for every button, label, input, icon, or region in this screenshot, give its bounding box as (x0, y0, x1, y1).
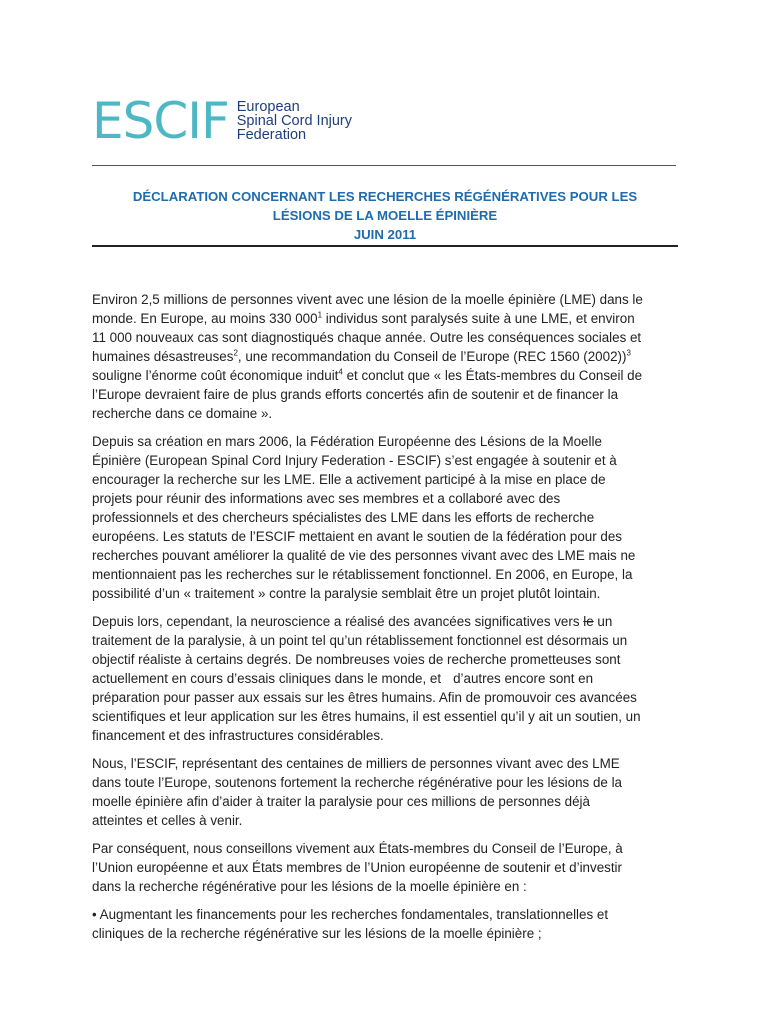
text-line: recherche dans ce domaine ». (92, 406, 273, 421)
paragraph-4 (92, 754, 682, 830)
logo-line-1: European (236, 99, 300, 115)
text-line: traitement de la paralysie, à un point tel qu’un rétablissement fonctionnel est désormais un (92, 633, 628, 648)
text-line: Depuis sa création en mars 2006, la Fédération Européenne des Lésions de la Moelle (92, 434, 602, 449)
text-line: monde. En Europe, au moins 330 $000^1$ individus sont paralysés suite à une LME, et environ (92, 310, 635, 326)
text-line: Depuis lors, cependant, la neuroscience a réalisé des avancées significatives vers le un (92, 614, 613, 629)
text-line: l’Europe devraient faire de plus grands efforts concertés afin de soutenir et de financer la (92, 387, 619, 402)
paragraph-3 (92, 612, 682, 745)
text-line: l’Union européenne et aux États membres de l’Union européenne de soutenir et d’investir (92, 860, 622, 875)
text-line: Épinière (European Spinal Cord Injury Federation - ESCIF) s’est engagée à soutenir et à (92, 453, 617, 468)
text-line: dans la recherche régénérative pour les lésions de la moelle épinière en : (92, 879, 527, 894)
text-line: européens. Les statuts de l’ESCIF mettaient en avant le soutien de la fédération pour des (92, 529, 623, 544)
text-line: cliniques de la recherche régénérative sur les lésions de la moelle épinière ; (92, 926, 542, 941)
header-divider (92, 165, 676, 166)
paragraph-5 (92, 839, 682, 896)
text-line: financement et des infrastructures considérables. (92, 728, 384, 743)
title-divider (92, 245, 678, 247)
text-line: encourager la recherche sur les LME. Elle a activement participé à la mise en place de (92, 472, 606, 487)
text-line: Environ 2,5 millions de personnes vivent avec une lésion de la moelle épinière (LME) dans le (92, 292, 643, 307)
text-line: Par conséquent, nous conseillons vivement aux États-membres du Conseil de l’Europe, à (92, 841, 623, 856)
title-line-3: JUIN 2011 (353, 227, 417, 242)
text-line: scientifiques et leur application sur les êtres humains, il est essentiel qu’il y ait un soutien, un (92, 709, 641, 724)
document-body (92, 290, 682, 952)
footnote-ref: 2 (233, 348, 238, 358)
struck-word: le (583, 614, 594, 629)
footnote-ref: 3 (626, 348, 631, 358)
text-line: • Augmentant les financements pour les recherches fondamentales, translationnelles et (92, 907, 609, 922)
footnote-ref: 4 (338, 367, 343, 377)
escif-logo (92, 92, 352, 150)
text-line: préparation pour passer aux essais sur les êtres humains. Afin de promouvoir ces avancées (92, 690, 637, 705)
logo-line-2: Spinal Cord Injury (236, 113, 352, 129)
text-line: dans toute l’Europe, soutenons fortement la recherche régénérative pour les lésions de la (92, 775, 622, 790)
bullet-item (92, 905, 682, 943)
text-line: souligne l’énorme coût économique induit$^4$ et conclut que « les États-membres du Conseil de (92, 367, 643, 383)
text-line: moelle épinière afin d’aider à traiter la paralysie pour ces millions de personnes déjà (92, 794, 590, 809)
paragraph-2 (92, 432, 682, 603)
logo-text (237, 100, 352, 142)
paragraph-1 (92, 290, 682, 423)
text-line: atteintes et celles à venir. (92, 813, 243, 828)
text-line: recherches pouvant améliorer la qualité de vie des personnes vivant avec des LME mais ne (92, 548, 636, 563)
text-line: possibilité d’un « traitement » contre la paralysie semblait être un projet plutôt lointain. (92, 586, 601, 601)
text-line: Nous, l’ESCIF, représentant des centaines de milliers de personnes vivant avec des LME (92, 756, 620, 771)
logo-line-3: Federation (236, 127, 307, 143)
title-line-1: DÉCLARATION CONCERNANT LES RECHERCHES RÉGÉNÉRATIVES POUR LES (132, 189, 638, 204)
text-line: humaines désastreuses$^2$, une recommandation du Conseil de l’Europe (REC 1560 (2002))$^3$ (92, 348, 631, 364)
logo-mark: ESCIF (92, 92, 229, 150)
text-line: 11 000 nouveaux cas sont diagnostiqués chaque année. Outre les conséquences sociales et (92, 330, 642, 345)
text-line: projets pour réunir des informations avec ses membres et a collaboré avec des (92, 491, 561, 506)
text-line: professionnels et des chercheurs spécialistes des LME dans les efforts de recherche (92, 510, 595, 525)
text-line: objectif réaliste à certains degrés. De nombreuses voies de recherche prometteuses sont (92, 652, 621, 667)
text-line: actuellement en cours d’essais cliniques dans le monde, et d’autres encore sont en (92, 671, 594, 686)
text-line: mentionnaient pas les recherches sur le rétablissement fonctionnel. En 2006, en Europe, la (92, 567, 633, 582)
footnote-ref: 1 (317, 310, 323, 320)
document-title (92, 187, 678, 244)
title-line-2: LÉSIONS DE LA MOELLE ÉPINIÈRE (272, 208, 498, 223)
